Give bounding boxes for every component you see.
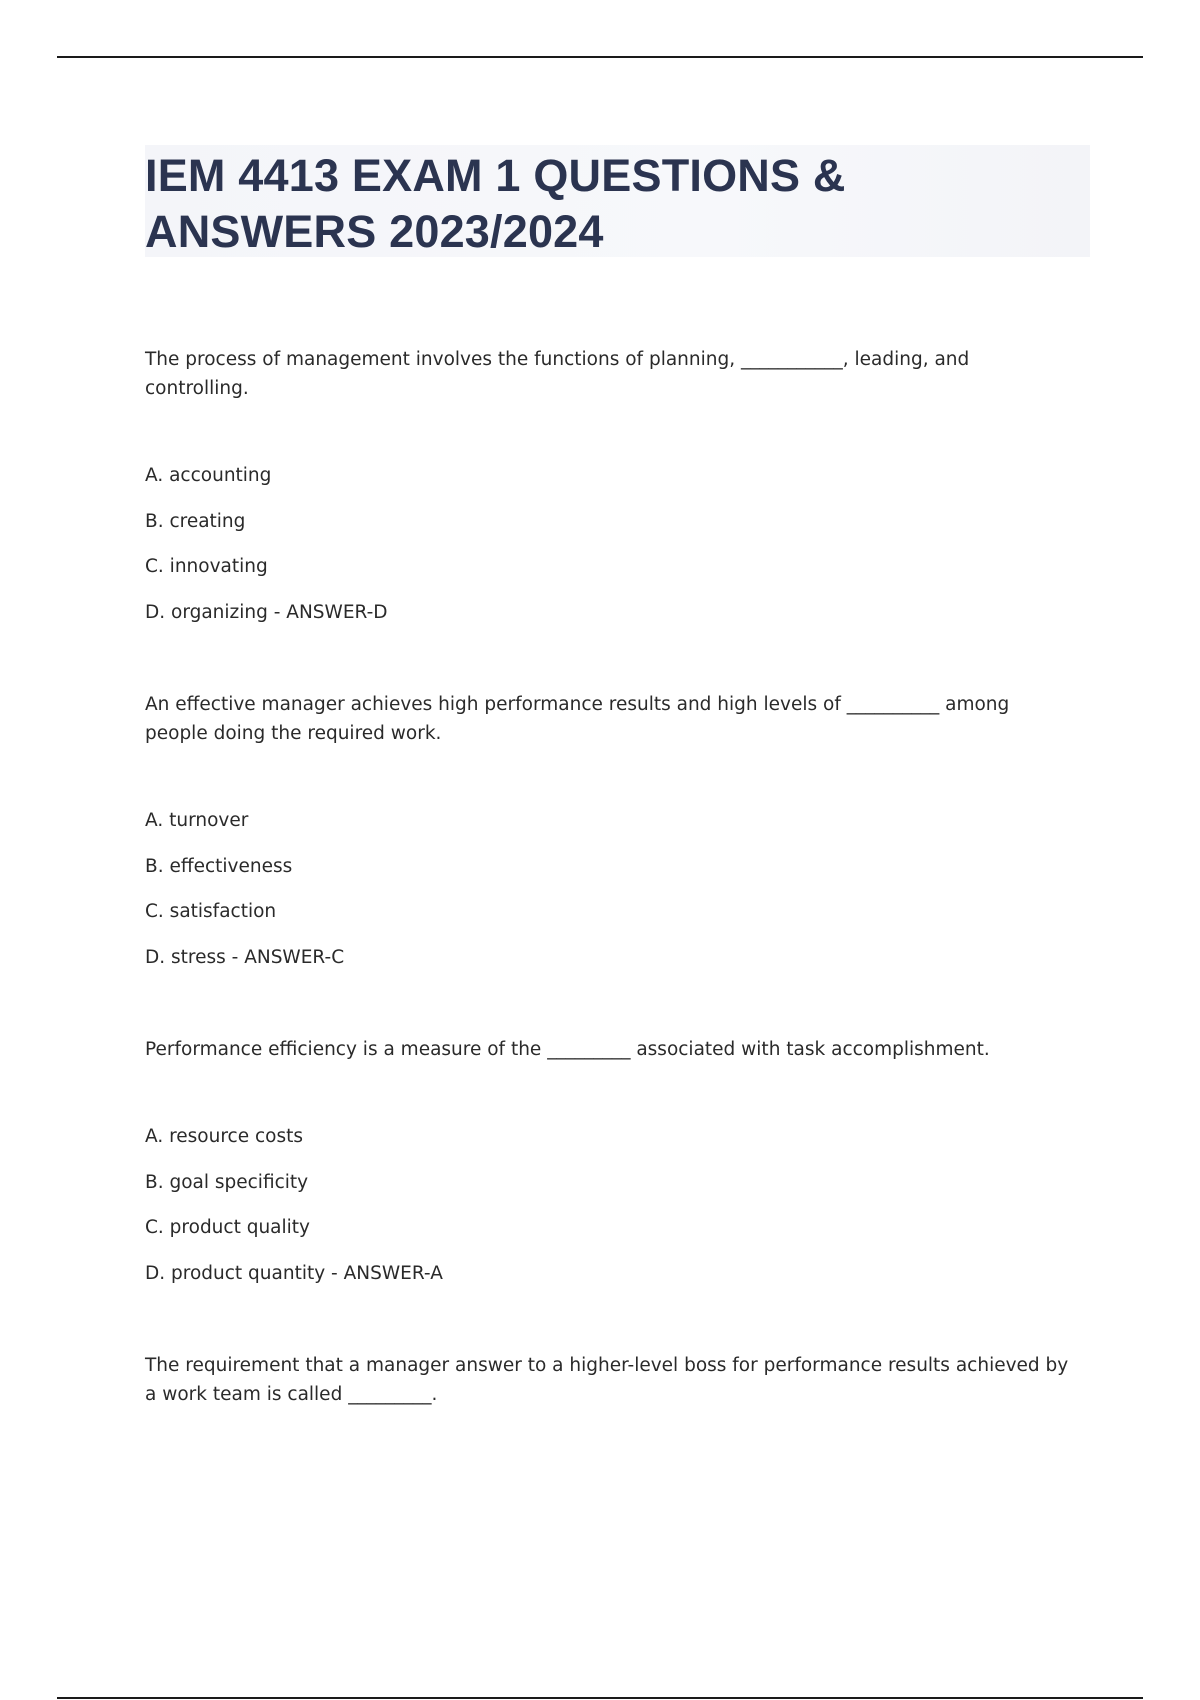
option-d-answer: D. product quantity - ANSWER-A xyxy=(145,1262,443,1284)
option-a: A. accounting xyxy=(145,465,272,486)
option-a: A. turnover xyxy=(145,810,249,831)
footer-rule xyxy=(57,1697,1143,1699)
question-text: An effective manager achieves high performance results and high levels of __________ among people doing the required work. xyxy=(145,694,1010,744)
question-block xyxy=(145,690,1075,991)
question-text: The process of management involves the functions of planning, ___________, leading, and controlling. xyxy=(145,349,970,399)
option-d-answer: D. stress - ANSWER-C xyxy=(145,946,345,968)
title-line-1: IEM 4413 EXAM 1 QUESTIONS & xyxy=(145,150,846,201)
option-a: A. resource costs xyxy=(145,1126,304,1147)
option-c: C. product quality xyxy=(145,1217,311,1238)
option-list xyxy=(145,1125,1075,1307)
question-block xyxy=(145,1035,1075,1307)
option-c: C. innovating xyxy=(145,556,268,577)
question-text: Performance efficiency is a measure of the _________ associated with task accomplishment. xyxy=(145,1039,990,1060)
question-block xyxy=(145,1351,1075,1409)
option-c: C. satisfaction xyxy=(145,901,277,922)
option-b: B. creating xyxy=(145,510,246,532)
question-block xyxy=(145,345,1075,646)
option-d-answer: D. organizing - ANSWER-D xyxy=(145,601,388,623)
document-title xyxy=(145,148,1065,260)
question-text: The requirement that a manager answer to a higher-level boss for performance results achieved by a work team is called _________. xyxy=(145,1355,1069,1405)
question-list xyxy=(145,345,1075,1409)
option-list xyxy=(145,464,1075,646)
option-b: B. effectiveness xyxy=(145,855,293,877)
header-rule xyxy=(57,56,1143,58)
title-line-2: ANSWERS 2023/2024 xyxy=(145,206,604,257)
option-list xyxy=(145,809,1075,991)
option-b: B. goal specificity xyxy=(145,1171,309,1193)
